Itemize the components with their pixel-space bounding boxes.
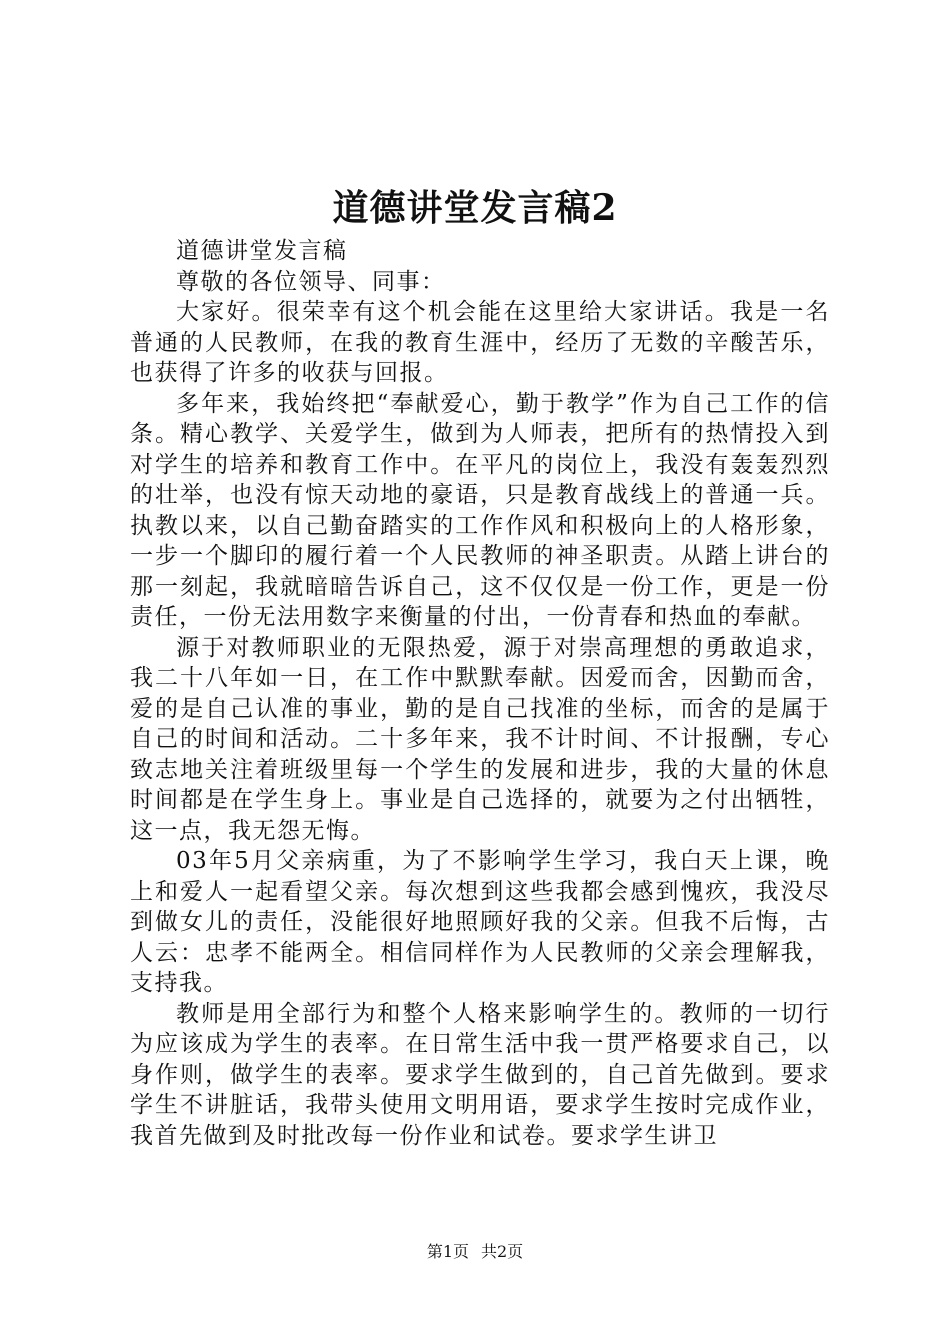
paragraph-salutation: 尊敬的各位领导、同事：: [176, 268, 446, 295]
page-total: 共2页: [481, 1242, 524, 1261]
paragraph-heading: 道德讲堂发言稿: [176, 238, 348, 264]
document-body: [130, 236, 830, 1151]
document-title: 道德讲堂发言稿2: [332, 187, 618, 229]
paragraph: 源于对教师职业的无限热爱，源于对崇高理想的勇敢追求，我二十八年如一日，在工作中默默奉献。因爱而舍，因勤而舍，爱的是自己认准的事业，勤的是自己找准的坐标，而舍的是属于自己的时间和活动。二十多年来，我不计时间、不计报酬，专心致志地关注着班级里每一个学生的发展和进步，我的大量的休息时间都是在学生身上。事业是自己选择的，就要为之付出牺牲，这一点，我无怨无悔。: [130, 634, 830, 844]
page-footer: [0, 1241, 950, 1263]
paragraph: 03年5月父亲病重，为了不影响学生学习，我白天上课，晚上和爱人一起看望父亲。每次想到这些我都会感到愧疚，我没尽到做女儿的责任，没能很好地照顾好我的父亲。但我不后悔，古人云：忠孝不能两全。相信同样作为人民教师的父亲会理解我，支持我。: [130, 848, 830, 996]
paragraph: 大家好。很荣幸有这个机会能在这里给大家讲话。我是一名普通的人民教师，在我的教育生涯中，经历了无数的辛酸苦乐，也获得了许多的收获与回报。: [130, 299, 830, 386]
paragraph: 多年来，我始终把“奉献爱心，勤于教学”作为自己工作的信条。精心教学、关爱学生，做到为人师表，把所有的热情投入到对学生的培养和教育工作中。在平凡的岗位上，我没有轰轰烈烈的壮举，也没有惊天动地的豪语，只是教育战线上的普通一兵。执教以来，以自己勤奋踏实的工作作风和积极向上的人格形象，一步一个脚印的履行着一个人民教师的神圣职责。从踏上讲台的那一刻起，我就暗暗告诉自己，这不仅仅是一份工作，更是一份责任，一份无法用数字来衡量的付出，一份青春和热血的奉献。: [130, 390, 830, 630]
page-number: 第1页: [426, 1242, 469, 1261]
paragraph: 教师是用全部行为和整个人格来影响学生的。教师的一切行为应该成为学生的表率。在日常生活中我一贯严格要求自己，以身作则，做学生的表率。要求学生做到的，自己首先做到。要求学生不讲脏话，我带头使用文明用语，要求学生按时完成作业，我首先做到及时批改每一份作业和试卷。要求学生讲卫: [130, 1000, 830, 1149]
